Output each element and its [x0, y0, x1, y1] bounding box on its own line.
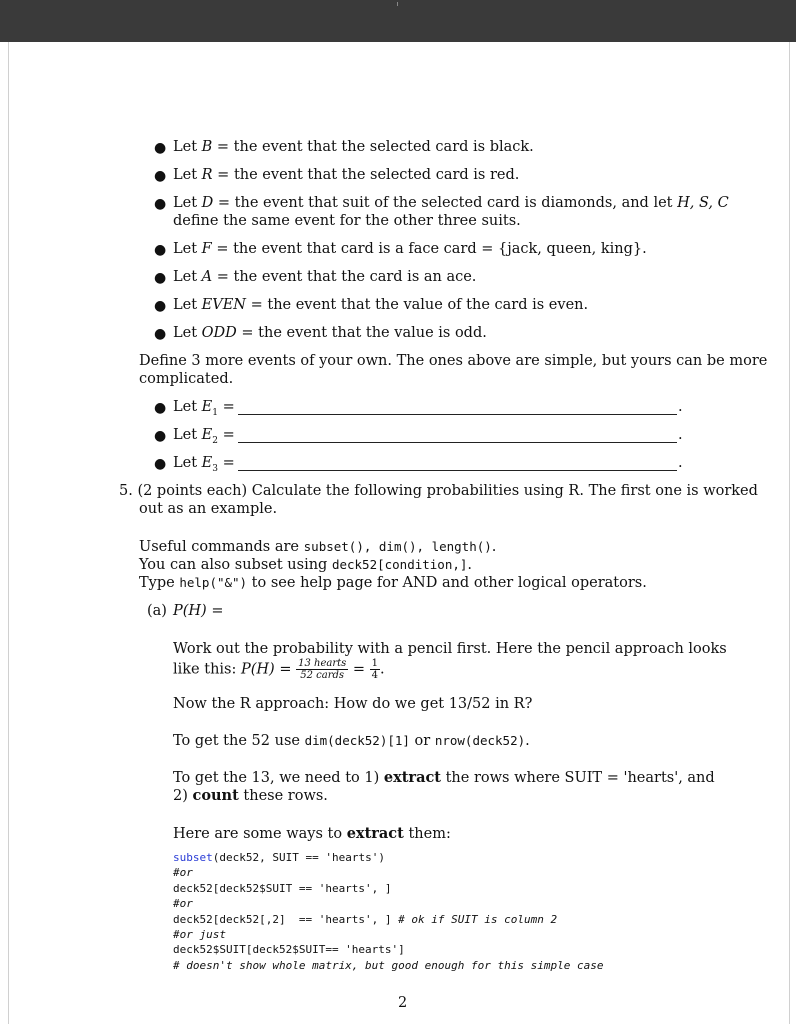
bullet-icon: ●: [154, 140, 167, 156]
code-block: [173, 850, 603, 973]
bullet-item-black: Let B = the event that the selected card is black.: [173, 139, 534, 155]
toolbar-divider: [397, 2, 398, 6]
code-line: deck52$SUIT[deck52$SUIT== 'hearts']: [173, 943, 405, 957]
own-event-e2: Let $E_2$ =: [173, 427, 235, 446]
period: .: [678, 455, 683, 471]
code-line: deck52[deck52$SUIT == 'hearts', ]: [173, 881, 392, 895]
bullet-item-face: Let F = the event that card is a face card = {jack, queen, king}.: [173, 241, 647, 257]
bullet-icon: ●: [154, 298, 167, 314]
fraction-one-quarter: $\frac{1}{4}$: [371, 658, 378, 681]
code-comment: #or just: [173, 928, 226, 942]
help-hint: Type help("&") to see help page for AND and other logical operators.: [139, 575, 647, 591]
document-page[interactable]: [8, 42, 790, 1024]
fraction-hearts-cards: $\frac{\text{13 hearts}}{\text{52 cards}}$: [298, 658, 347, 681]
r-approach-text: Now the R approach: How do we get 13/52 in R?: [173, 696, 533, 712]
bullet-item-ace: Let A = the event that the card is an ace.: [173, 269, 477, 285]
useful-commands: Useful commands are subset(), dim(), length().: [139, 539, 497, 555]
code-comment: # doesn't show whole matrix, but good enough for this simple case: [173, 958, 604, 972]
own-event-e1: Let $E_1$ =: [173, 399, 235, 418]
period: .: [678, 399, 683, 415]
bullet-icon: ●: [154, 400, 167, 416]
get-13-text: To get the 13, we need to 1) extract the rows where SUIT = 'hearts', and: [173, 769, 715, 786]
code-line: subset(deck52, SUIT == 'hearts'): [173, 851, 385, 864]
period: .: [678, 427, 683, 443]
own-event-e3: Let $E_3$ =: [173, 455, 235, 474]
bullet-item-odd: Let ODD = the event that the value is odd.: [173, 325, 487, 341]
bullet-icon: ●: [154, 456, 167, 472]
get-13-text-cont: 2) count these rows.: [173, 787, 328, 804]
get-52-text: To get the 52 use dim(deck52)[1] or nrow(deck52).: [173, 733, 530, 749]
page-number: 2: [398, 995, 408, 1011]
pencil-text: Work out the probability with a pencil first. Here the pencil approach looks: [173, 641, 727, 657]
question-5: 5. (2 points each) Calculate the following probabilities using R. The first one is worked: [119, 483, 758, 499]
code-comment: #or: [173, 897, 193, 911]
bullet-icon: ●: [154, 168, 167, 184]
answer-blank-e1[interactable]: [238, 414, 677, 415]
answer-blank-e2[interactable]: [238, 442, 677, 443]
bullet-item-diamonds-cont: define the same event for the other three suits.: [173, 213, 521, 229]
question-5-cont: out as an example.: [139, 501, 278, 517]
bullet-icon: ●: [154, 428, 167, 444]
part-a-expression: P(H) =: [173, 603, 224, 619]
bullet-item-diamonds: Let D = the event that suit of the selected card is diamonds, and let H, S, C: [173, 195, 729, 211]
code-comment: #or: [173, 866, 193, 880]
define-text-cont: complicated.: [139, 371, 234, 387]
subset-hint: You can also subset using deck52[condition,].: [139, 557, 473, 573]
bullet-icon: ●: [154, 326, 167, 342]
viewer-toolbar: [0, 0, 796, 42]
bullet-item-even: Let EVEN = the event that the value of the card is even.: [173, 297, 589, 313]
define-text: Define 3 more events of your own. The ones above are simple, but yours can be more: [139, 353, 768, 369]
bullet-item-red: Let R = the event that the selected card is red.: [173, 167, 520, 183]
bullet-icon: ●: [154, 196, 167, 212]
bullet-icon: ●: [154, 270, 167, 286]
code-line: deck52[deck52[,2] == 'hearts', ] # ok if SUIT is column 2: [173, 912, 558, 926]
part-a-label: (a): [147, 603, 167, 619]
answer-blank-e3[interactable]: [238, 470, 677, 471]
pencil-example: like this: P(H) = $\frac{\text{13 hearts}}{\text{52 cards}}$ = $\frac{1}{4}$ .: [173, 658, 385, 681]
bullet-icon: ●: [154, 242, 167, 258]
extract-ways-text: Here are some ways to extract them:: [173, 825, 451, 842]
